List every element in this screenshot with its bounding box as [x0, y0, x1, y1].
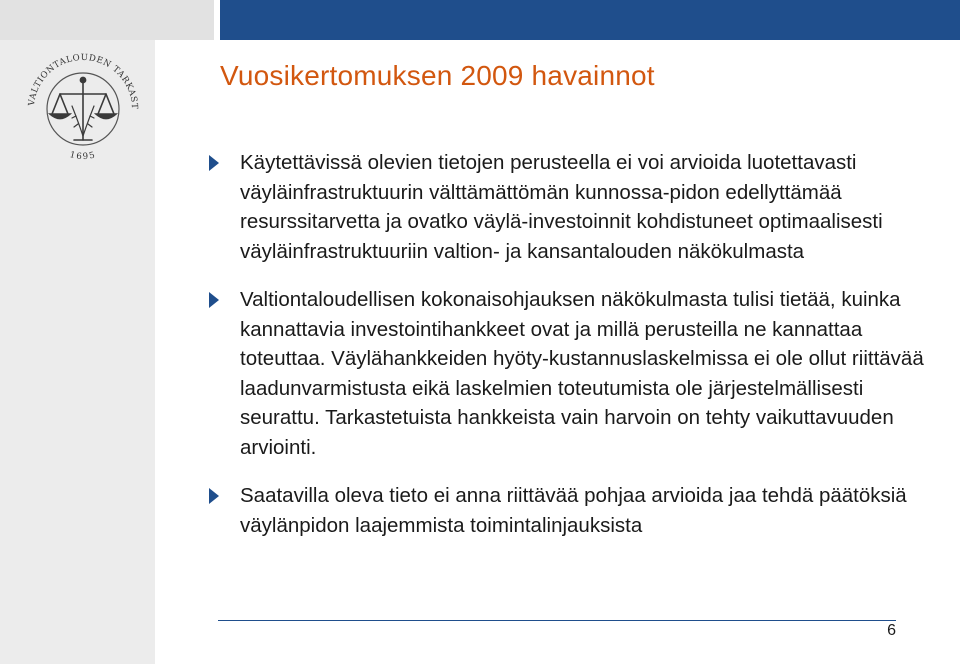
bullet-text: Saatavilla oleva tieto ei anna riittävää pohjaa arvioida jaa tehdä päätöksiä väylänpidon laajemmista toimintalinjauksista	[240, 484, 907, 537]
header-band-left	[0, 0, 214, 40]
footer-divider	[218, 620, 896, 621]
organization-seal-logo	[20, 46, 146, 172]
triangle-bullet-icon	[208, 155, 220, 171]
bullet-item	[208, 148, 928, 266]
bullet-item	[208, 481, 928, 540]
logo-year-text: 1695	[68, 150, 98, 163]
bullet-list	[208, 148, 928, 540]
header-band-blue	[220, 0, 960, 40]
svg-text:1695	[69, 150, 98, 162]
bullet-item	[208, 285, 928, 462]
svg-text:VALTIONTALOUDEN TARKASTUSVIRAS	[20, 46, 139, 110]
triangle-bullet-icon	[208, 292, 220, 308]
bullet-text: Käytettävissä olevien tietojen perusteella ei voi arvioida luotettavasti väyläinfrastruktuurin välttämättömän kunnossa-pidon edellyttämää resurssitarvetta ja ovatko väylä-investoinnit kohdistuneet optimaalisesti väyläinfrastruktuuriin valtion- ja kansantalouden näkökulmasta	[240, 151, 883, 263]
logo-arc-text: VALTIONTALOUDEN TARKAST	[27, 52, 140, 110]
slide-title: Vuosikertomuksen 2009 havainnot	[220, 60, 655, 91]
page-number: 6	[887, 622, 896, 639]
bullet-text: Valtiontaloudellisen kokonaisohjauksen näkökulmasta tulisi tietää, kuinka kannattavia investointihankkeet ovat ja millä perusteilla ne kannattaa toteuttaa. Väylähankkeiden hyöty-kustannuslaskelmissa ei ole ollut riittävää laadunvarmistusta eikä laskelmien toteutumista ole järjestelmällisesti seurattu. Tarkastetuista hankkeista vain harvoin on tehty vaikuttavuuden arviointi.	[240, 288, 924, 459]
triangle-bullet-icon	[208, 488, 220, 504]
